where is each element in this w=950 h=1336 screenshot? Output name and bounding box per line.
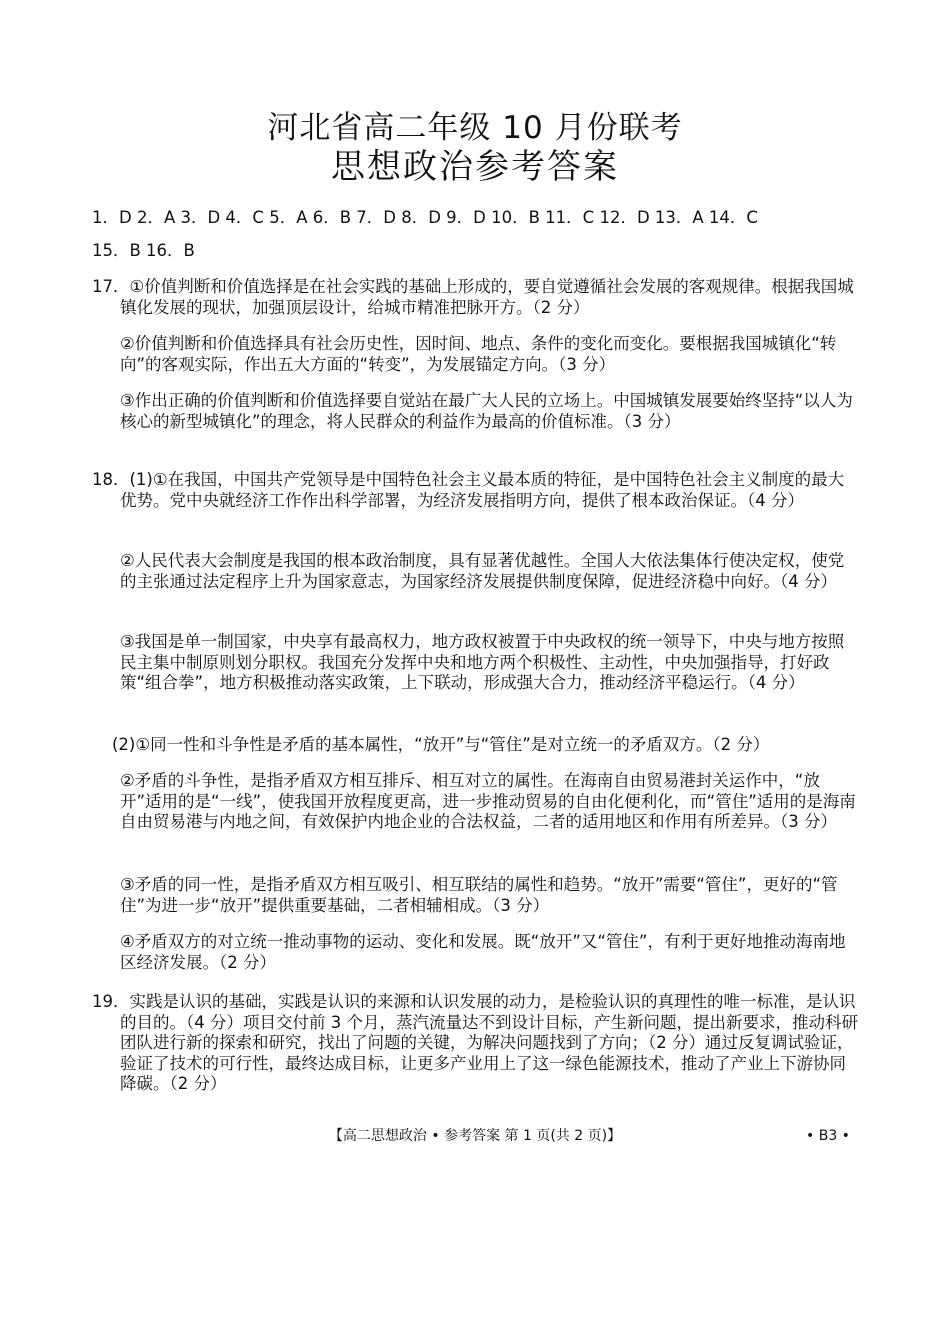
q17-point-1: 17．①价值判断和价值选择是在社会实践的基础上形成的，要自觉遵循社会发展的客观规律。根据我国城镇化发展的现状，加强顶层设计，给城市精准把脉开方。（2 分）	[92, 277, 854, 317]
choice-answers-row-1: 1．D 2．A 3．D 4．C 5．A 6．B 7．D 8．D 9．D 10．B 11．C 12．D 13．A 14．C	[92, 208, 758, 227]
page-badge: • B3 •	[806, 1128, 850, 1144]
q19-text: 19．实践是认识的基础，实践是认识的来源和认识发展的动力，是检验认识的真理性的唯一标准，是认识的目的。（4 分）项目交付前 3 个月，蒸汽流量达不到设计目标，产生新问题，提出新要求，推动科研团队进行新的探索和研究，找出了问题的关键，为解决问题找到了方向；（2 分）通过反复调试验证，验证了技术的可行性，最终达成目标，让更多产业用上了这一绿色能源技术，推动了产业上下游协同降碳。（2 分）	[92, 992, 858, 1093]
q18-part2-point-3: ③矛盾的同一性，是指矛盾双方相互吸引、相互联结的属性和趋势。“放开”需要“管住”，更好的“管住”为进一步“放开”提供重要基础，二者相辅相成。（3 分）	[120, 875, 838, 915]
q18-part1-point-2: ②人民代表大会制度是我国的根本政治制度，具有显著优越性。全国人大依法集体行使决定权，使党的主张通过法定程序上升为国家意志，为国家经济发展提供制度保障，促进经济稳中向好。（4 分）	[120, 551, 845, 591]
q19-answer	[92, 992, 860, 1095]
q18-part2-point-4: ④矛盾双方的对立统一推动事物的运动、变化和发展。既“放开”又“管住”，有利于更好地推动海南地区经济发展。（2 分）	[120, 932, 846, 972]
q18-part2-point-1: (2)①同一性和斗争性是矛盾的基本属性，“放开”与“管住”是对立统一的矛盾双方。（2 分）	[112, 735, 770, 754]
q18-part1-point-3: ③我国是单一制国家，中央享有最高权力，地方政权被置于中央政权的统一领导下，中央与地方按照民主集中制原则划分职权。我国充分发挥中央和地方两个积极性、主动性，中央加强指导，打好政策“组合拳”，地方积极推动落实政策，上下联动，形成强大合力，推动经济平稳运行。（4 分）	[120, 632, 845, 692]
page-title: 河北省高二年级 10 月份联考	[267, 110, 683, 146]
q17-point-2: ②价值判断和价值选择具有社会历史性，因时间、地点、条件的变化而变化。要根据我国城镇化“转向”的客观实际，作出五大方面的“转变”，为发展锚定方向。（3 分）	[120, 334, 837, 374]
q18-answer	[92, 470, 860, 511]
q18-part1-point-1: 18．(1)①在我国，中国共产党领导是中国特色社会主义最本质的特征，是中国特色社会主义制度的最大优势。党中央就经济工作作出科学部署，为经济发展指明方向，提供了根本政治保证。（4 分）	[92, 470, 845, 510]
q18-part2-point-2: ②矛盾的斗争性，是指矛盾双方相互排斥、相互对立的属性。在海南自由贸易港封关运作中，“放开”适用的是“一线”，使我国开放程度更高，进一步推动贸易的自由化便利化，而“管住”适用的是海南自由贸易港与内地之间，有效保护内地企业的合法权益，二者的适用地区和作用有所差异。（3 分）	[120, 771, 856, 831]
choice-answers-row-2: 15．B 16．B	[92, 241, 195, 260]
q17-point-3: ③作出正确的价值判断和价值选择要自觉站在最广大人民的立场上。中国城镇发展要始终坚持“以人为核心的新型城镇化”的理念，将人民群众的利益作为最高的价值标准。（3 分）	[120, 391, 853, 431]
q17-answer	[92, 277, 860, 318]
page-subtitle: 思想政治参考答案	[331, 147, 619, 187]
page-footer: 【高二思想政治 • 参考答案 第 1 页(共 2 页)】	[328, 1128, 622, 1144]
